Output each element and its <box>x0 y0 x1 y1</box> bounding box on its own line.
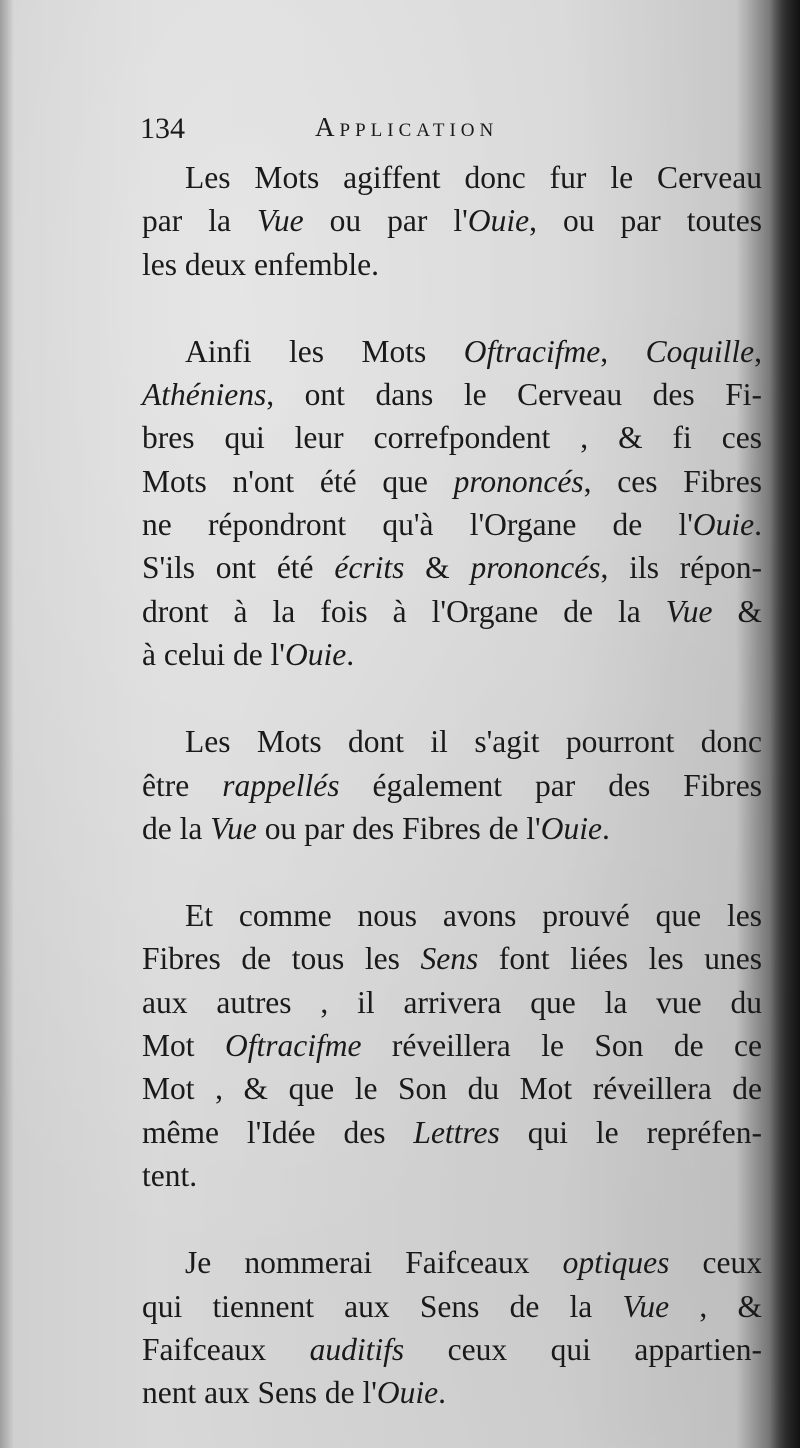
text-line: tent. <box>142 1157 198 1193</box>
text-line: Et comme nous avons prouvé que les <box>185 898 762 934</box>
italic-word: Ouie <box>376 1375 439 1411</box>
italic-word: Ouie <box>540 810 602 846</box>
italic-word: prononcés <box>470 550 601 586</box>
italic-word: Vue <box>257 203 304 239</box>
running-title: Application <box>315 112 499 142</box>
text-line: de la Vue ou par des Fibres de l'Ouie. <box>142 810 610 846</box>
text-line: même l'Idée des Lettres qui le repréfen- <box>142 1114 762 1150</box>
italic-word: Vue <box>665 593 713 629</box>
italic-word: Coquille <box>645 333 755 369</box>
text-line: bres qui leur correfpondent , & fi ces <box>142 420 762 456</box>
text-line: Athéniens, ont dans le Cerveau des Fi- <box>142 377 762 413</box>
italic-word: Ouie <box>467 203 530 239</box>
text-line: à celui de l'Ouie. <box>142 636 355 672</box>
text-line: Je nommerai Faifceaux optiques ceux <box>185 1245 762 1281</box>
text-line: Mots n'ont été que prononcés, ces Fibres <box>142 463 762 499</box>
text-line: par la Vue ou par l'Ouie, ou par toutes <box>142 203 762 239</box>
text-line: aux autres , il arrivera que la vue du <box>142 984 762 1020</box>
paragraph-3 <box>142 720 762 850</box>
page-left-edge-shadow <box>0 0 14 1448</box>
page-binding-shadow <box>770 0 800 1448</box>
italic-word: optiques <box>562 1245 670 1281</box>
italic-word: Sens <box>420 941 479 977</box>
text-line: ne répondront qu'à l'Organe de l'Ouie. <box>142 507 762 543</box>
italic-word: Vue <box>622 1288 670 1324</box>
italic-word: Oftracifme <box>224 1028 362 1064</box>
italic-word: écrits <box>334 550 405 586</box>
text-line: les deux enfemble. <box>142 246 380 282</box>
text-line: dront à la fois à l'Organe de la Vue & <box>142 593 762 629</box>
text-line: Mot , & que le Son du Mot réveillera de <box>142 1071 762 1107</box>
text-line: S'ils ont été écrits & prononcés, ils répon- <box>142 550 762 586</box>
text-line: nent aux Sens de l'Ouie. <box>142 1375 446 1411</box>
italic-word: Oftracifme <box>463 333 601 369</box>
italic-word: Ouie <box>284 636 347 672</box>
italic-word: Lettres <box>413 1114 500 1150</box>
text-line: Les Mots dont il s'agit pourront donc <box>185 724 762 760</box>
italic-word: prononcés <box>453 463 584 499</box>
italic-word: rappellés <box>222 767 340 803</box>
paragraph-5 <box>142 1241 762 1414</box>
italic-word: Vue <box>210 810 257 846</box>
italic-word: auditifs <box>309 1331 405 1367</box>
text-line: Les Mots agiffent donc fur le Cerveau <box>185 160 762 195</box>
text-line: Ainfi les Mots Oftracifme, Coquille, <box>185 333 762 369</box>
text-line: Faifceaux auditifs ceux qui appartien- <box>142 1331 763 1367</box>
italic-word: Ouie <box>692 507 755 543</box>
paragraph-4 <box>142 894 762 1197</box>
text-line: être rappellés également par des Fibres <box>142 767 762 803</box>
body-text <box>142 156 762 1414</box>
text-line: qui tiennent aux Sens de la Vue , & <box>142 1288 762 1324</box>
text-line: Fibres de tous les Sens font liées les unes <box>142 941 762 977</box>
page-header <box>140 112 780 156</box>
paragraph-2 <box>142 330 762 676</box>
paragraph-1 <box>142 156 762 286</box>
italic-word: Athéniens <box>142 377 267 413</box>
page-number: 134 <box>140 112 185 145</box>
text-line: Mot Oftracifme réveillera le Son de ce <box>142 1028 762 1064</box>
